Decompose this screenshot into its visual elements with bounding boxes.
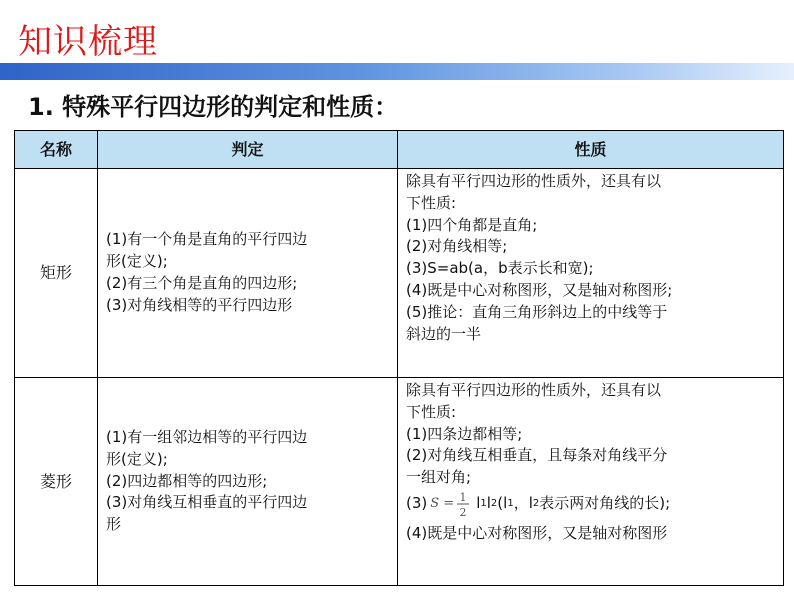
header-criteria: 判定: [98, 131, 398, 169]
rect-property-line: (3)S=ab(a，b表示长和宽);: [406, 259, 594, 278]
formula-l2: l: [486, 494, 491, 513]
rhombus-property-line: (1)四条边都相等;: [406, 424, 523, 443]
rhombus-area-formula: [406, 489, 779, 519]
formula-prefix: (3): [406, 494, 428, 513]
table-header-row: [15, 131, 784, 169]
header-name: 名称: [15, 131, 98, 169]
header-bar: [0, 63, 794, 80]
rect-criteria: [98, 169, 398, 378]
rhombus-criteria-line: 形: [106, 515, 122, 534]
rect-property-line: (5)推论：直角三角形斜边上的中线等于: [406, 302, 668, 321]
rhombus-criteria-line: (1)有一组邻边相等的平行四边: [106, 428, 308, 446]
rect-property-line: (1)四个角都是直角;: [406, 215, 538, 234]
rect-property-line: (2)对角线相等;: [406, 237, 508, 256]
table-row-rhombus: [15, 378, 784, 586]
rhombus-criteria-line: (3)对角线互相垂直的平行四边: [106, 493, 308, 512]
rhombus-property-line: 下性质:: [406, 402, 457, 421]
rhombus-criteria-line: (2)四边都相等的四边形;: [106, 471, 268, 490]
rhombus-property-line: 除具有平行四边形的性质外，还具有以: [406, 381, 662, 399]
svg-text:1: 1: [459, 490, 467, 504]
fraction-one-half: [456, 490, 470, 518]
rhombus-criteria: [98, 378, 398, 586]
header-properties: 性质: [398, 131, 784, 169]
rect-property-line: (4)既是中心对称图形，又是轴对称图形;: [406, 280, 673, 299]
formula-suffix: 表示两对角线的长);: [539, 494, 671, 513]
rect-property-line: 下性质:: [406, 193, 457, 212]
rect-criteria-line: (3)对角线相等的平行四边形: [106, 295, 293, 314]
rect-criteria-line: (2)有三个角是直角的四边形;: [106, 274, 298, 292]
formula-sep: ，l: [513, 494, 533, 513]
formula-lhs: S =: [430, 496, 455, 512]
rect-name: 矩形: [15, 169, 98, 378]
formula-mid: (l: [497, 494, 508, 513]
rhombus-property-line: (4)既是中心对称图形，又是轴对称图形: [406, 523, 668, 542]
header-title: 知识梳理: [18, 22, 158, 62]
section-title: 1. 特殊平行四边形的判定和性质：: [28, 93, 399, 121]
formula-sub3: 1: [507, 498, 514, 510]
rhombus-name: 菱形: [15, 378, 98, 586]
formula-l1: l: [476, 494, 481, 513]
rect-criteria-line: 形(定义);: [106, 252, 168, 271]
rect-properties: [398, 169, 784, 378]
rhombus-properties: [398, 378, 784, 586]
rect-property-line: 斜边的一半: [406, 324, 482, 343]
rhombus-property-line: (2)对角线互相垂直，且每条对角线平分: [406, 446, 668, 465]
properties-table: [14, 130, 784, 586]
rect-property-line: 除具有平行四边形的性质外，还具有以: [406, 172, 662, 190]
rhombus-property-line: 一组对角;: [406, 468, 472, 487]
rect-criteria-line: (1)有一个角是直角的平行四边: [106, 230, 308, 249]
formula-sub2: 2: [490, 498, 498, 510]
svg-text:2: 2: [459, 505, 467, 518]
rhombus-criteria-line: 形(定义);: [106, 449, 168, 468]
formula-sub4: 2: [532, 498, 540, 510]
table-row-rectangle: [15, 169, 784, 378]
formula-sub1: 1: [480, 498, 487, 510]
